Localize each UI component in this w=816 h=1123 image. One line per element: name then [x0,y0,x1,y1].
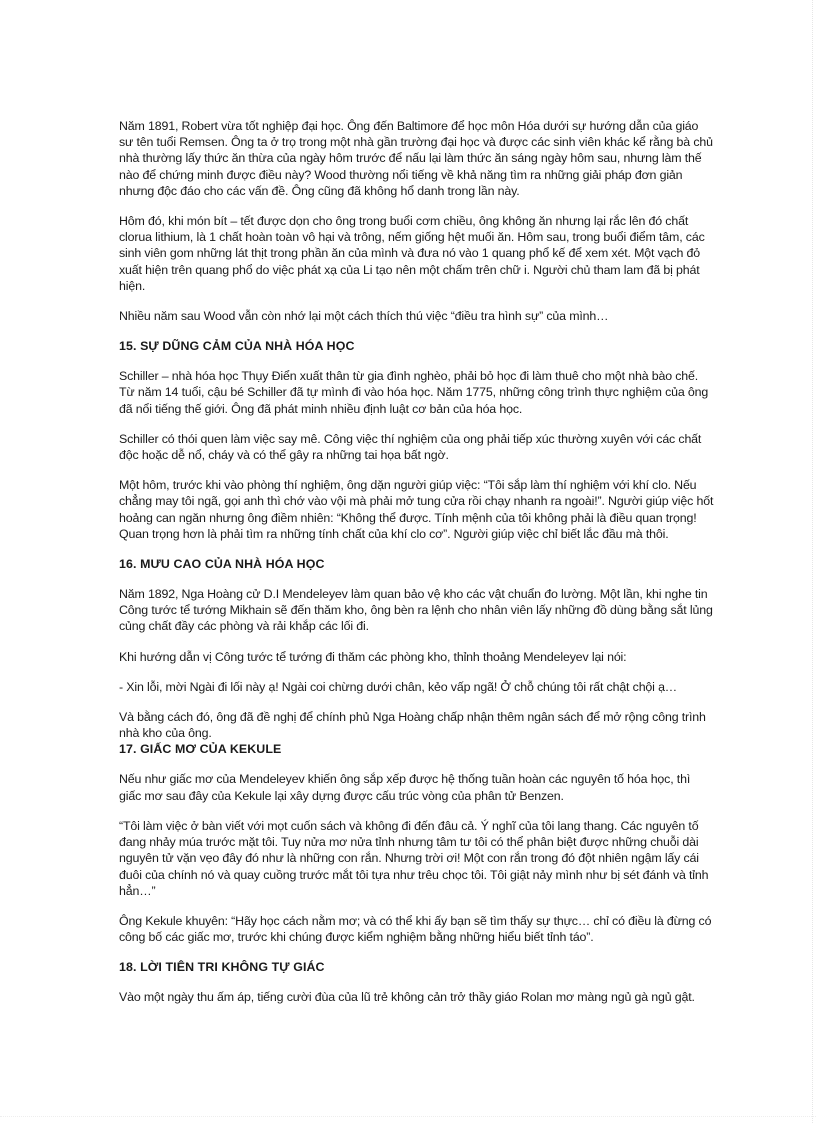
page-edge-divider [812,0,813,1123]
paragraph-schiller-intro: Schiller – nhà hóa học Thụy Điển xuất thân từ gia đình nghèo, phải bỏ học đi làm thuê cho một nhà bào chế. Từ năm 14 tuổi, cậu bé Schiller đã tự mình đi vào hóa học. Năm 1775, những công trình thực nghiệm của ông đã nổi tiếng thế giới. Ông đã phát minh nhiều định luật cơ bản của hóa học. [119,369,709,416]
section-heading-16: 16. MƯU CAO CỦA NHÀ HÓA HỌC [119,557,325,572]
section-heading-17: 17. GIẤC MƠ CỦA KEKULE [119,742,282,757]
paragraph-schiller-habit: Schiller có thói quen làm việc say mê. Công việc thí nghiệm của ong phải tiếp xúc thường xuyên với các chất độc hoặc dễ nổ, cháy và có thể gây ra những tai họa bất ngờ. [119,431,702,463]
paragraph-wood-lithium: Hôm đó, khi món bít – tết được dọn cho ông trong buổi cơm chiều, ông không ăn nhưng lại rắc lên đó chất clorua lithium, là 1 chất hoàn toàn vô hại và trông, nếm giống hệt muối ăn. Hôm sau, trong buổi điểm tâm, các sinh viên gom những lát thịt trong phần ăn của mình và đưa nó vào 1 quang phổ kế để xem xét. Một vạch đỏ xuất hiện trên quang phổ do việc phát xạ của Li tạo nên một chấm trên chữ i. Người chủ tham lam đã bị phát hiện. [119,214,705,293]
page-bottom-divider [0,1116,816,1117]
section-heading-15: 15. SỰ DŨNG CẢM CỦA NHÀ HÓA HỌC [119,339,355,354]
paragraph-mendeleyev-budget: Và bằng cách đó, ông đã đề nghị để chính phủ Nga Hoàng chấp nhận thêm ngân sách để mở rộng công trình nhà kho của ông. [119,710,706,741]
document-body [119,118,715,1020]
paragraph-wood-memory: Nhiều năm sau Wood vẫn còn nhớ lại một cách thích thú việc “điều tra hình sự” của mình… [119,309,609,324]
paragraph-rolan: Vào một ngày thu ấm áp, tiếng cười đùa của lũ trẻ không cản trở thầy giáo Rolan mơ màng ngủ gà ngủ gật. [119,990,695,1005]
paragraph-kekule-intro: Nếu như giấc mơ của Mendeleyev khiến ông sắp xếp được hệ thống tuần hoàn các nguyên tố hóa học, thì giấc mơ sau đây của Kekule lại xây dựng được cấu trúc vòng của phân tử Benzen. [119,772,691,803]
paragraph-kekule-dream: “Tôi làm việc ở bàn viết với mọt cuốn sách và không đi đến đâu cả. Ý nghĩ của tôi lang thang. Các nguyên tố đang nhảy múa trước mặt tôi. Tuy nửa mơ nửa tỉnh nhưng tâm tư tôi có thể phân biệt được những chuỗi dài nguyên tử vặn vẹo đây đó như là những con rắn. Nhưng trời ơi! Một con rắn trong đó đột nhiên ngậm lấy cái đuôi của chính nó và quay cuồng trước mắt tôi tựa như trêu chọc tôi. Tôi giật nảy mình như bị sét đánh và tỉnh hẳn…” [119,818,709,898]
paragraph-schiller-chlorine: Một hôm, trước khi vào phòng thí nghiệm, ông dặn người giúp việc: “Tôi sắp làm thí nghiệm với khí clo. Nếu chẳng may tôi ngã, gọi anh thì chớ vào vội mà phải mở tung cửa rồi chạy nhanh ra ngoài!”. Người giúp việc hốt hoảng can ngăn nhưng ông điềm nhiên: “Không thể được. Tính mệnh của tôi không phải là điều quan trọng! Quan trọng hơn là phải tìm ra những tính chất của khí clo cơ”. Người giúp việc chỉ biết lắc đầu mà thôi. [119,478,714,541]
paragraph-mendeleyev-warehouse: Năm 1892, Nga Hoàng cử D.I Mendeleyev làm quan bảo vệ kho các vật chuẩn đo lường. Một lần, khi nghe tin Công tước tể tướng Mikhain sẽ đến thăm kho, ông bèn ra lệnh cho nhân viên lấy những đồ dùng bằng sắt lủng củng chất đầy các phòng và rải khắp các lối đi. [119,587,713,634]
paragraph-mendeleyev-tour: Khi hướng dẫn vị Công tước tể tướng đi thăm các phòng kho, thỉnh thoảng Mendeleyev lại nói: [119,649,627,664]
section-heading-18: 18. LỜI TIÊN TRI KHÔNG TỰ GIÁC [119,960,325,975]
paragraph-mendeleyev-quote: - Xin lỗi, mời Ngài đi lối này ạ! Ngài coi chừng dưới chân, kẻo vấp ngã! Ở chỗ chúng tôi rất chật chội ạ… [119,679,678,694]
paragraph-kekule-advice: Ông Kekule khuyên: “Hãy học cách nằm mơ; và có thể khi ấy bạn sẽ tìm thấy sự thực… chỉ có điều là đừng có công bố các giấc mơ, trước khi chúng được kiểm nghiệm bằng những hiểu biết tỉnh táo”. [119,913,712,945]
paragraph-wood-1891: Năm 1891, Robert vừa tốt nghiệp đại học. Ông đến Baltimore để học môn Hóa dưới sự hướng dẫn của giáo sư tên tuổi Remsen. Ông ta ở trọ trong một nhà gần trường đại học và được các sinh viên khác kể rằng bà chủ nhà thường lấy thức ăn thừa của ngày hôm trước để nấu lại làm thức ăn sáng ngày hôm sau, nhưng làm thế nào để chứng minh được điều này? Wood thường nổi tiếng về khả năng tìm ra những giải pháp đơn giản nhưng độc đáo cho các vấn đề. Ông cũng đã không hổ danh trong lần này. [119,119,713,198]
